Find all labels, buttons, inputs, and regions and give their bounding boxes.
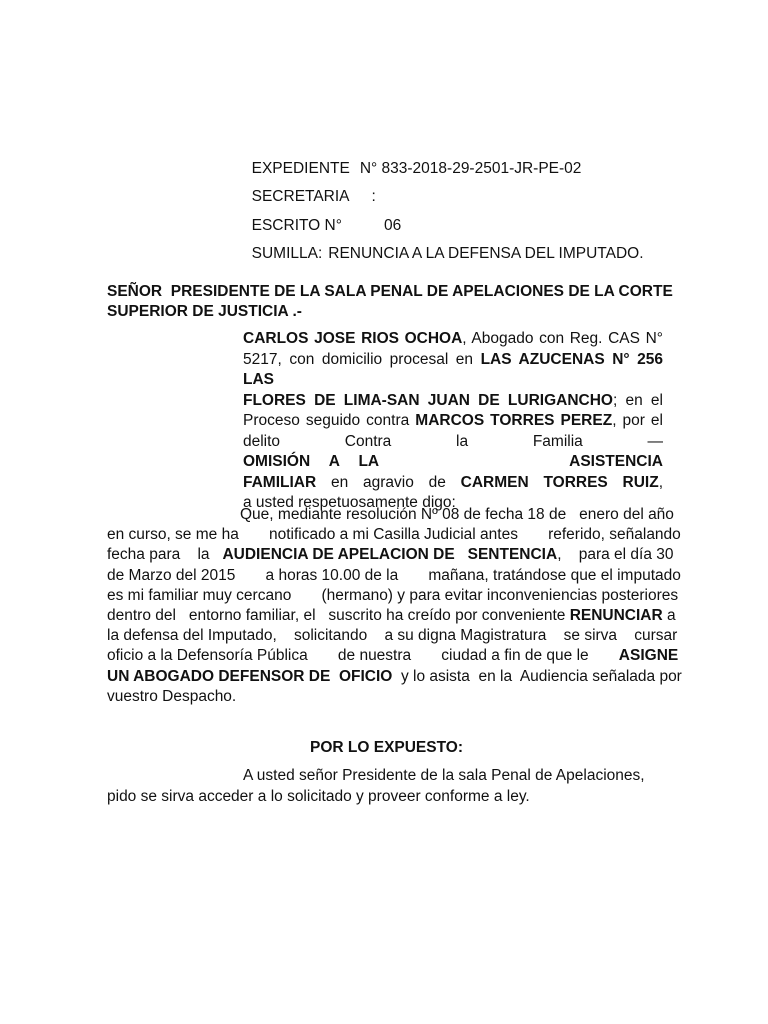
intro-text: delito Contra la Familia — bbox=[243, 432, 663, 450]
intro-text: 5217, con domicilio procesal en bbox=[243, 350, 481, 368]
intro-line bbox=[243, 411, 663, 432]
body-text: fecha para la bbox=[107, 546, 223, 564]
audiencia-title: AUDIENCIA DE APELACION DE SENTENCIA bbox=[222, 546, 558, 564]
body-text: y lo asista en la Audiencia señalada por bbox=[392, 667, 682, 685]
secretaria-value: : bbox=[371, 188, 376, 205]
address-part-2: FLORES DE LIMA-SAN JUAN DE LURIGANCHO bbox=[243, 391, 613, 409]
intro-line: a usted respetuosamente digo: bbox=[243, 494, 456, 511]
intro-text: , Abogado con Reg. CAS N° bbox=[462, 330, 663, 347]
lawyer-name: CARLOS JOSE RIOS OCHOA bbox=[243, 330, 463, 347]
intro-text: en agravio de bbox=[316, 473, 461, 491]
intro-text: Proceso seguido contra bbox=[243, 412, 416, 429]
intro-paragraph bbox=[243, 329, 663, 514]
body-line: la defensa del Imputado, solicitando a su digna Magistratura se sirva cursar bbox=[107, 627, 678, 645]
intro-text: , por el bbox=[612, 412, 663, 429]
intro-text: , bbox=[658, 473, 664, 491]
body-text: oficio a la Defensoría Pública de nuestra ciudad a fin de que le bbox=[107, 647, 619, 665]
closing-title: POR LO EXPUESTO: bbox=[310, 739, 464, 756]
intro-line bbox=[243, 350, 663, 391]
body-line: es mi familiar muy cercano (hermano) y para evitar inconveniencias posteriores bbox=[107, 586, 679, 604]
body-line: en curso, se me ha notificado a mi Casilla Judicial antes referido, señalando bbox=[107, 526, 681, 544]
body-text: , para el día 30 bbox=[557, 546, 674, 564]
closing-line: pido se sirva acceder a lo solicitado y proveer conforme a ley. bbox=[107, 787, 530, 805]
renunciar-word: RENUNCIAR bbox=[569, 607, 663, 625]
intro-line bbox=[243, 391, 663, 412]
body-line: vuestro Despacho. bbox=[107, 687, 237, 705]
crime-part-2: FAMILIAR bbox=[243, 473, 317, 491]
abogado-defensor-phrase: UN ABOGADO DEFENSOR DE OFICIO bbox=[107, 667, 393, 685]
expediente-number: N° 833-2018-29-2501-JR-PE-02 bbox=[359, 160, 582, 177]
intro-line bbox=[243, 432, 663, 473]
victim-name: CARMEN TORRES RUIZ bbox=[460, 473, 659, 491]
body-text: dentro del entorno familiar, el suscrito ha creído por conveniente bbox=[107, 607, 570, 625]
body-text: a bbox=[662, 607, 676, 625]
body-line bbox=[107, 606, 676, 626]
crime-part-1: OMISIÓN A LA ASISTENCIA bbox=[243, 453, 663, 470]
secretaria-label: SECRETARIA bbox=[251, 188, 350, 205]
addressee-line-1: SEÑOR PRESIDENTE DE LA SALA PENAL DE APELACIONES DE LA CORTE bbox=[107, 283, 673, 300]
body-line: de Marzo del 2015 a horas 10.00 de la mañana, tratándose que el imputado bbox=[107, 566, 681, 584]
intro-line bbox=[243, 329, 663, 350]
body-line bbox=[107, 667, 682, 687]
closing-paragraph bbox=[107, 766, 662, 807]
sumilla-line bbox=[243, 224, 644, 264]
escrito-number: 06 bbox=[383, 217, 402, 234]
sumilla-value: RENUNCIA A LA DEFENSA DEL IMPUTADO. bbox=[328, 245, 644, 262]
body-line: Que, mediante resolución Nº 08 de fecha 18 de enero del año bbox=[240, 506, 674, 523]
address-part-1: LAS AZUCENAS N° 256 LAS bbox=[243, 350, 663, 388]
intro-line bbox=[243, 473, 663, 494]
addressee-line-2: SUPERIOR DE JUSTICIA .- bbox=[107, 303, 302, 320]
escrito-label: ESCRITO N° bbox=[251, 217, 342, 234]
body-paragraph bbox=[107, 505, 682, 707]
sumilla-label: SUMILLA: bbox=[251, 245, 323, 262]
accused-name: MARCOS TORRES PEREZ bbox=[415, 412, 613, 429]
closing-line: A usted señor Presidente de la sala Penal de Apelaciones, bbox=[243, 767, 645, 784]
body-line bbox=[107, 545, 674, 565]
body-line bbox=[107, 646, 679, 666]
addressee-block bbox=[107, 282, 673, 322]
asigne-word: ASIGNE bbox=[618, 647, 679, 665]
expediente-label: EXPEDIENTE bbox=[251, 160, 350, 177]
intro-text: ; en el bbox=[612, 391, 663, 409]
